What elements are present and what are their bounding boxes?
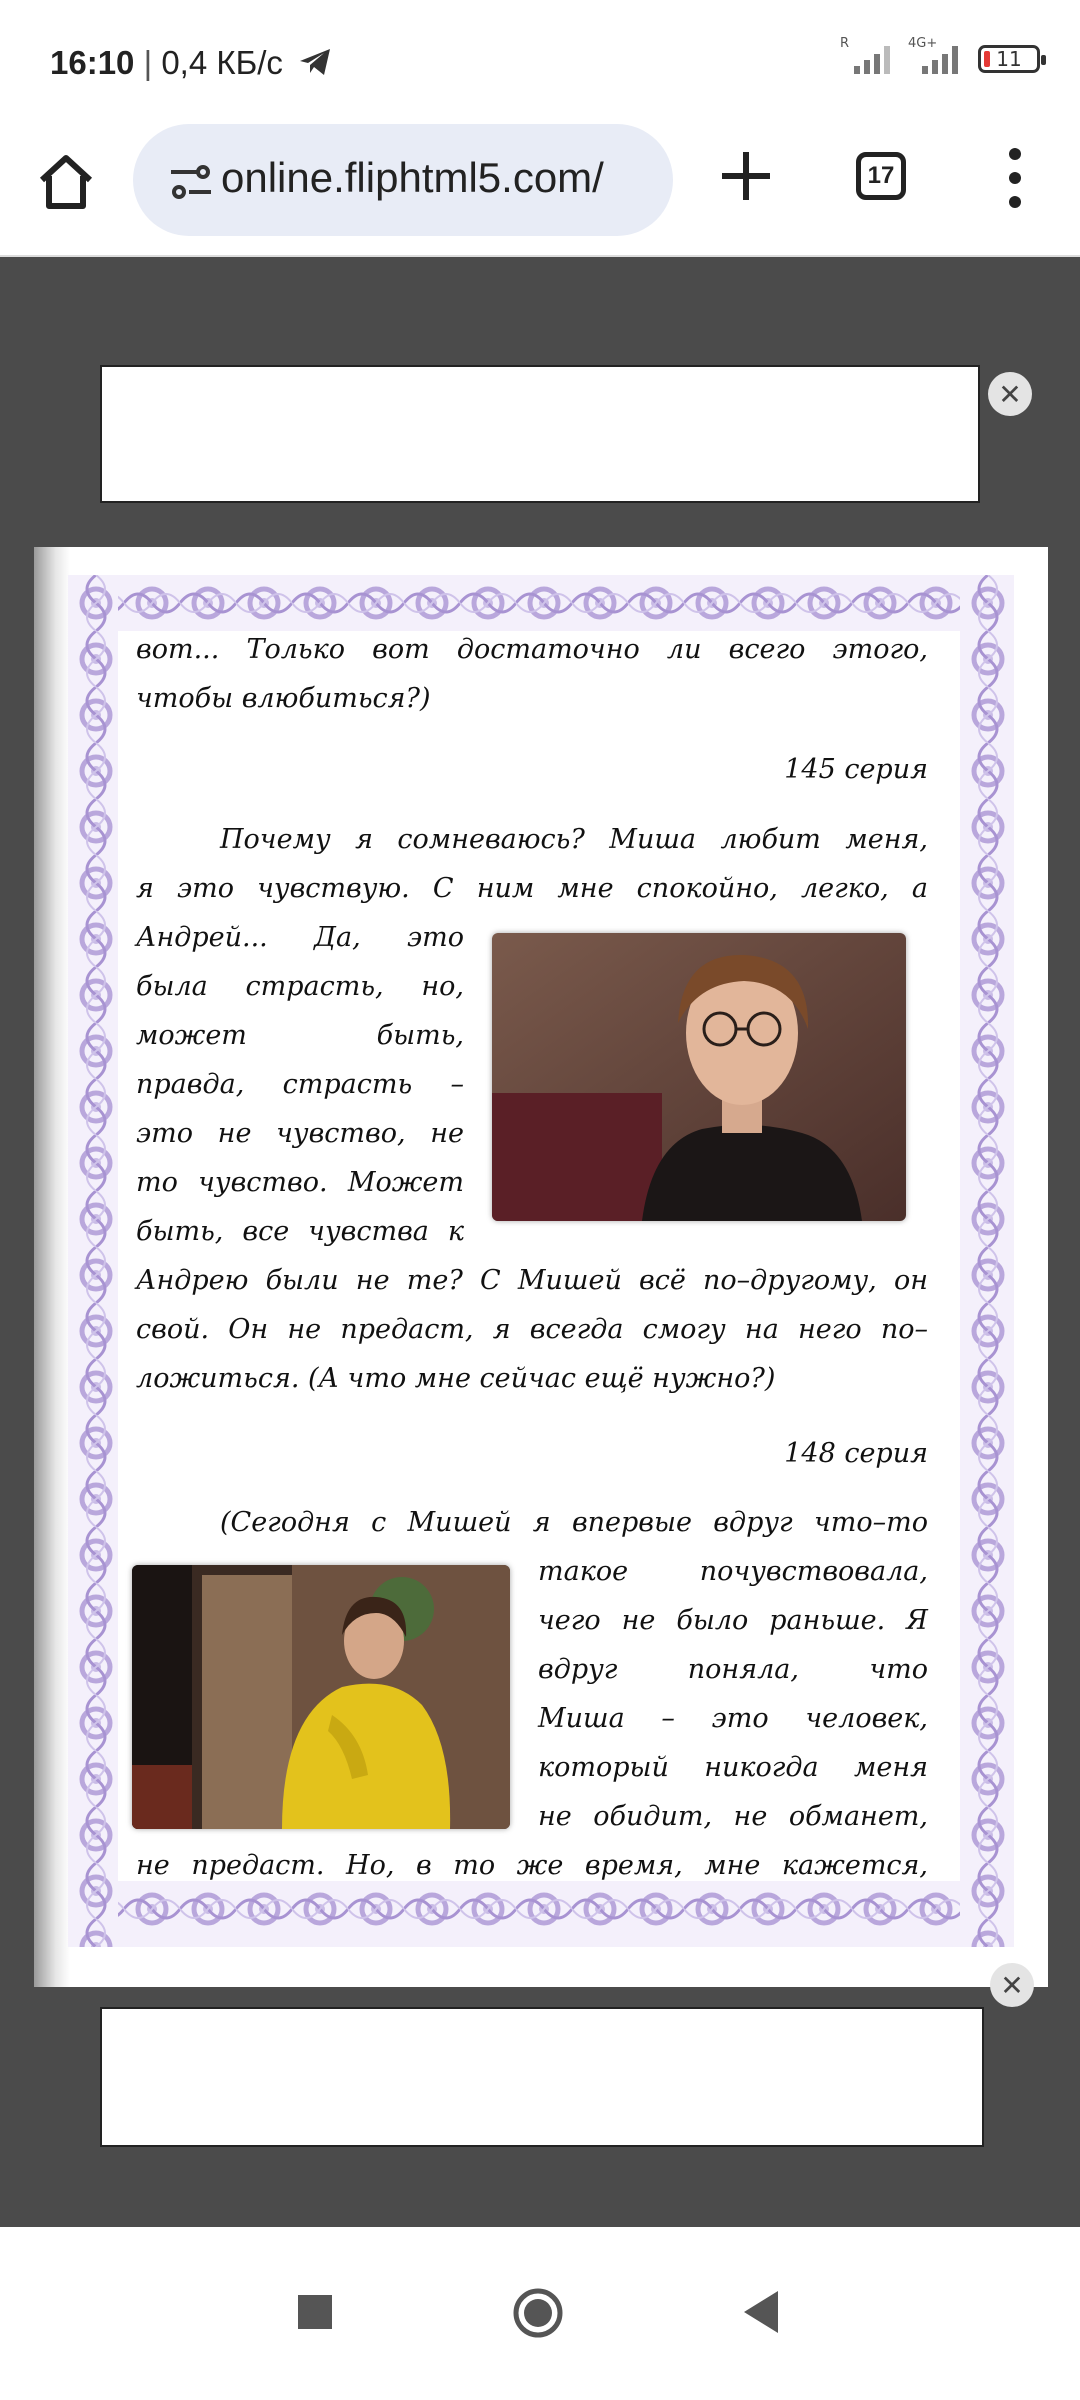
plus-icon[interactable] [716, 146, 776, 206]
text-line: не предаст. Но, в то же время, мне кажется, [136, 1850, 928, 1881]
paragraph-148-start [220, 1498, 928, 1547]
photo-girl-yellow-robe [132, 1565, 510, 1829]
url-bar[interactable] [133, 124, 673, 236]
paragraph-148-wrapped [538, 1547, 928, 1841]
home-circle-icon[interactable] [512, 2287, 564, 2339]
text-line: чтобы влюбиться?) [136, 683, 431, 714]
system-nav-bar [0, 2227, 1080, 2400]
text-line: ложиться. (А что мне сейчас ещё нужно?) [136, 1363, 776, 1394]
episode-heading-148: 148 серия [784, 1438, 928, 1469]
status-separator: | [134, 44, 162, 81]
signal-icon-1 [840, 36, 890, 74]
photo-girl-glasses [492, 933, 906, 1221]
close-icon[interactable]: ✕ [990, 1963, 1034, 2007]
paragraph-145-last [136, 1354, 928, 1403]
text-line: правда, страсть – [136, 1069, 464, 1100]
flipbook-viewer[interactable] [0, 257, 1080, 2227]
status-icons [840, 36, 1040, 74]
text-line: не обидит, не обманет, [538, 1801, 928, 1832]
text-line: свой. Он не предаст, я всегда смогу на него по– [136, 1314, 928, 1345]
text-line: (Сегодня с Мишей я впервые вдруг что–то [220, 1507, 928, 1538]
text-line: Миша – это человек, [538, 1703, 928, 1734]
status-bar [0, 0, 1080, 120]
intro-text-end [136, 674, 928, 723]
signal-icon-2 [908, 36, 958, 74]
paragraph-145-start [220, 815, 928, 864]
clock: 16:10 [50, 44, 135, 81]
ad-banner-bottom[interactable] [100, 2007, 984, 2147]
browser-toolbar [0, 120, 1080, 257]
book-page[interactable] [34, 547, 1048, 1987]
data-rate: 0,4 КБ/с [161, 44, 283, 81]
more-vert-icon[interactable] [1000, 146, 1030, 210]
tab-switcher-icon[interactable] [856, 152, 906, 200]
text-line: быть, все чувства к [136, 1216, 464, 1247]
text-line: вот... Только вот достаточно ли всего этого, [136, 634, 928, 665]
telegram-icon [298, 47, 332, 77]
lace-border-bottom [68, 1881, 1012, 1947]
recent-apps-icon[interactable] [298, 2295, 332, 2329]
signal-tag-2: 4G+ [908, 36, 938, 51]
tune-icon[interactable] [169, 162, 213, 202]
battery-level: 11 [996, 47, 1022, 71]
url-text[interactable]: online.fliphtml5.com/ [221, 154, 604, 201]
ad-banner-top[interactable] [100, 365, 980, 503]
signal-tag-1: R [840, 36, 850, 51]
intro-text [136, 625, 928, 674]
text-line: такое почувствовала, [538, 1556, 928, 1587]
text-line: вдруг поняла, что [538, 1654, 928, 1685]
text-line: то чувство. Может [136, 1167, 464, 1198]
battery-icon [978, 45, 1040, 73]
paragraph-145-end [136, 1256, 928, 1354]
text-line: Почему я сомневаюсь? Миша любит меня, [220, 824, 928, 855]
paragraph-145-line2 [136, 864, 928, 913]
lace-border-top [68, 575, 1012, 631]
text-line: чего не было раньше. Я [538, 1605, 928, 1636]
lace-border-left [68, 575, 118, 1947]
home-icon[interactable] [34, 150, 98, 214]
text-line: Андрей... Да, это [136, 922, 464, 953]
text-line: может быть, [136, 1020, 464, 1051]
episode-heading-145: 145 серия [784, 754, 928, 785]
text-line: это не чувство, не [136, 1118, 464, 1149]
back-icon[interactable] [742, 2289, 780, 2335]
paragraph-148-end [136, 1841, 928, 1890]
text-line: была страсть, но, [136, 971, 464, 1002]
status-time [50, 44, 332, 82]
paragraph-145-wrapped [136, 913, 464, 1256]
text-line: Андрею были не те? С Мишей всё по–другому, он [136, 1265, 928, 1296]
tab-count: 17 [867, 162, 895, 189]
text-line: я это чувствую. С ним мне спокойно, легко, а [136, 873, 928, 904]
lace-border-right [960, 575, 1014, 1947]
page-fold [34, 547, 70, 1987]
close-icon[interactable]: ✕ [988, 372, 1032, 416]
text-line: который никогда меня [538, 1752, 928, 1783]
